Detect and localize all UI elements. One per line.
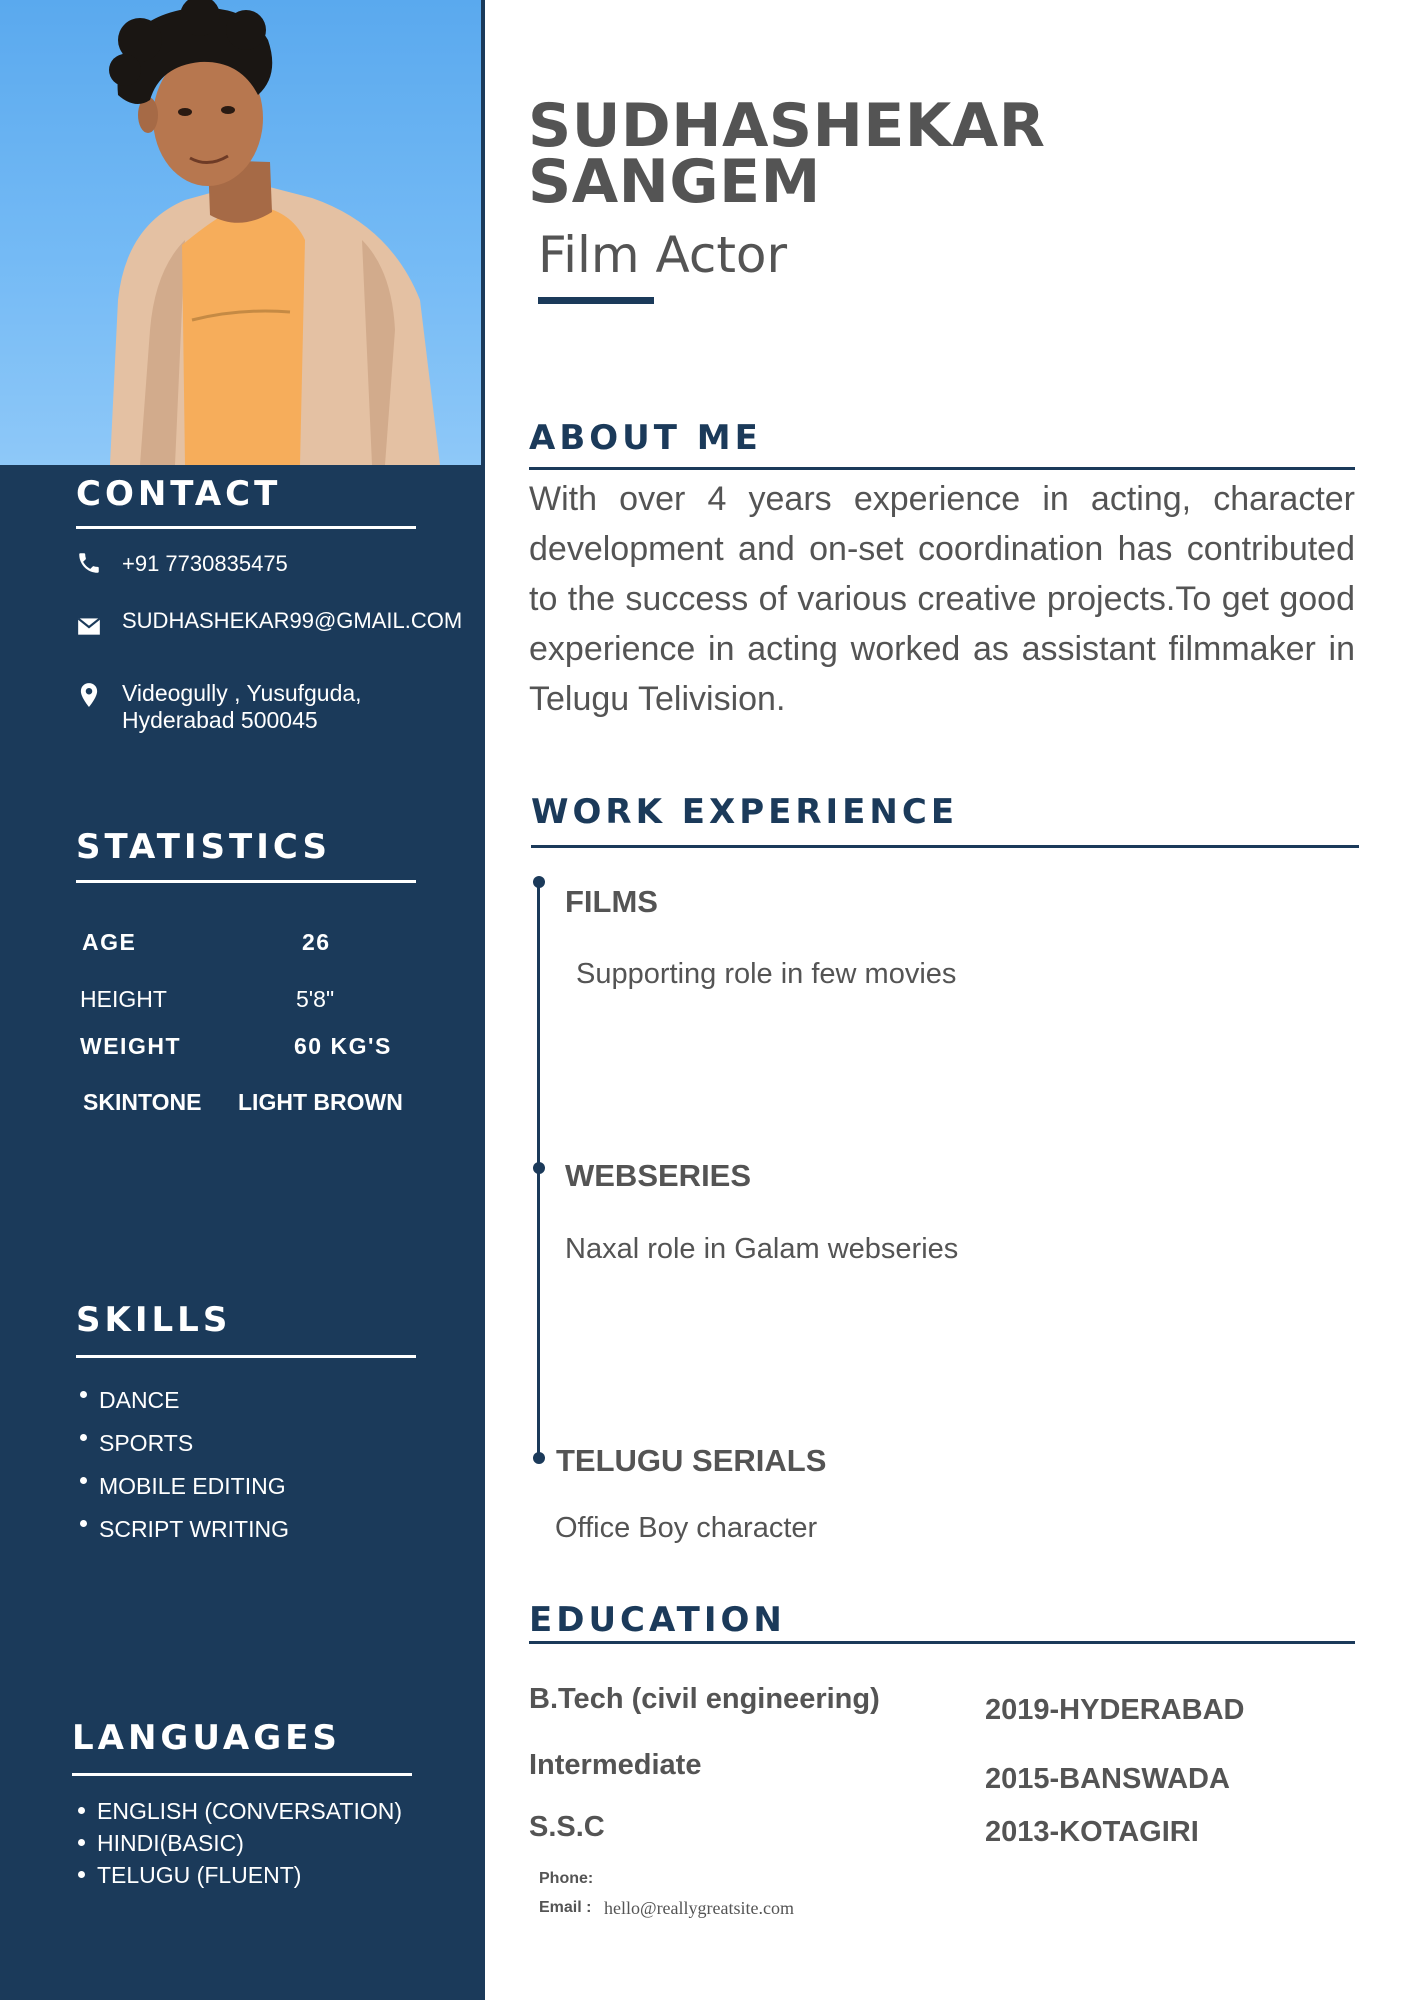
stat-height-value: 5'8" bbox=[296, 986, 335, 1012]
education-detail: 2013-KOTAGIRI bbox=[985, 1816, 1199, 1848]
contact-address-row bbox=[76, 680, 362, 734]
contact-rule bbox=[76, 526, 416, 529]
skill-item: MOBILE EDITING bbox=[77, 1465, 289, 1508]
stat-weight-label: WEIGHT bbox=[80, 1033, 181, 1059]
stat-skintone-value: LIGHT BROWN bbox=[238, 1089, 403, 1115]
language-item: ENGLISH (CONVERSATION) bbox=[75, 1795, 402, 1827]
timeline-dot bbox=[533, 1452, 545, 1464]
footer-phone-label: Phone: bbox=[539, 1870, 594, 1887]
contact-phone[interactable]: +91 7730835475 bbox=[122, 551, 288, 576]
phone-icon bbox=[76, 550, 102, 576]
about-heading: ABOUT ME bbox=[529, 418, 762, 458]
education-detail: 2015-BANSWADA bbox=[985, 1763, 1230, 1795]
last-name: SANGEM bbox=[528, 147, 821, 217]
timeline-dot bbox=[533, 1162, 545, 1174]
profile-photo bbox=[0, 0, 481, 465]
address-line-2: Hyderabad 500045 bbox=[122, 707, 318, 733]
work-item-title: WEBSERIES bbox=[565, 1158, 752, 1193]
language-item: HINDI(BASIC) bbox=[75, 1827, 402, 1859]
stat-skintone-label: SKINTONE bbox=[83, 1089, 202, 1115]
statistics-heading: STATISTICS bbox=[76, 827, 331, 867]
stat-age-label: AGE bbox=[82, 929, 137, 955]
stat-age-value: 26 bbox=[302, 929, 331, 955]
work-heading: WORK EXPERIENCE bbox=[531, 792, 959, 832]
full-name bbox=[528, 91, 1046, 217]
skills-rule bbox=[76, 1355, 416, 1358]
work-item-title: FILMS bbox=[565, 884, 658, 919]
contact-address bbox=[122, 680, 362, 734]
education-degree: S.S.C bbox=[529, 1811, 605, 1843]
mail-icon bbox=[76, 613, 102, 639]
education-heading: EDUCATION bbox=[529, 1600, 786, 1640]
education-degree: B.Tech (civil engineering) bbox=[529, 1683, 880, 1715]
education-rule bbox=[529, 1641, 1355, 1644]
about-rule bbox=[529, 467, 1355, 470]
timeline-dot bbox=[533, 876, 545, 888]
stat-weight-value: 60 KG'S bbox=[294, 1033, 392, 1059]
language-item: TELUGU (FLUENT) bbox=[75, 1859, 402, 1891]
contact-heading: CONTACT bbox=[76, 474, 282, 514]
languages-heading: LANGUAGES bbox=[72, 1718, 341, 1758]
languages-list bbox=[75, 1795, 402, 1891]
person-illustration bbox=[0, 0, 481, 465]
contact-phone-row bbox=[76, 550, 288, 577]
skill-item: SPORTS bbox=[77, 1422, 289, 1465]
footer-email-label: Email : bbox=[539, 1899, 592, 1916]
stat-height-label: HEIGHT bbox=[80, 986, 167, 1012]
about-text: With over 4 years experience in acting, character development and on-set coordination has contributed to the success of various creative projects.To get good experience in acting worked as assistant filmmaker in Telugu Telivision. bbox=[529, 480, 1355, 718]
skills-heading: SKILLS bbox=[76, 1300, 232, 1340]
first-name: SUDHASHEKAR bbox=[528, 91, 1046, 161]
skill-item: DANCE bbox=[77, 1379, 289, 1422]
location-pin-icon bbox=[76, 680, 102, 710]
work-item-desc: Office Boy character bbox=[555, 1512, 818, 1544]
footer-email-value[interactable]: hello@reallygreatsite.com bbox=[604, 1898, 795, 1918]
skills-list bbox=[77, 1379, 289, 1551]
role-underline bbox=[538, 297, 654, 304]
languages-rule bbox=[72, 1773, 412, 1776]
work-item-title: TELUGU SERIALS bbox=[556, 1443, 827, 1478]
contact-email[interactable]: SUDHASHEKAR99@GMAIL.COM bbox=[122, 608, 463, 633]
photo-divider bbox=[481, 0, 485, 465]
contact-email-row bbox=[76, 607, 462, 639]
skill-item: SCRIPT WRITING bbox=[77, 1508, 289, 1551]
work-item-desc: Supporting role in few movies bbox=[576, 958, 957, 990]
job-role: Film Actor bbox=[538, 226, 788, 284]
education-degree: Intermediate bbox=[529, 1749, 702, 1781]
statistics-rule bbox=[76, 880, 416, 883]
education-detail: 2019-HYDERABAD bbox=[985, 1694, 1245, 1726]
work-rule bbox=[531, 845, 1359, 848]
address-line-1: Videogully , Yusufguda, bbox=[122, 680, 362, 706]
work-item-desc: Naxal role in Galam webseries bbox=[565, 1233, 959, 1265]
